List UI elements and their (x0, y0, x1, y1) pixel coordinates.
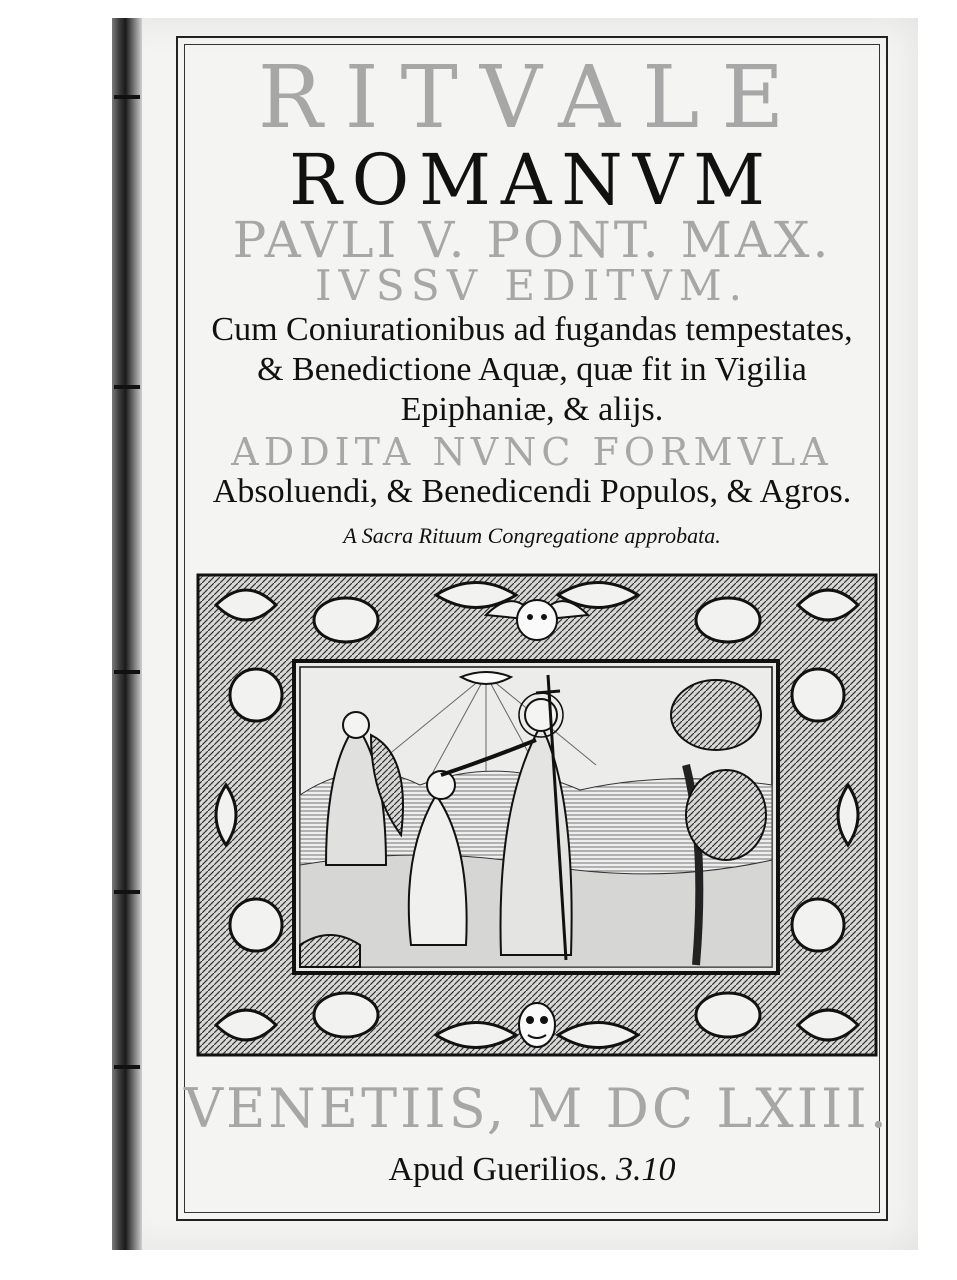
baptism-woodcut-illustration (196, 565, 878, 1065)
title-romanum: ROMANVM (289, 139, 775, 221)
title-rituale: RITVALE (257, 48, 807, 148)
subtitle-line-2: & Benedictione Aquæ, quæ fit in Vigilia (257, 351, 807, 388)
imprint-printer (184, 1150, 880, 1190)
absoluendi-line: Absoluendi, & Benedicendi Populos, & Agros. (212, 473, 852, 510)
subtitle-line-3: Epiphaniæ, & alijs. (400, 391, 664, 428)
title-iussu-editum: IVSSV EDITVM. (314, 261, 750, 310)
addita-nunc-formula: ADDITA NVNC FORMVLA (231, 430, 833, 474)
approbation-line: A Sacra Rituum Congregatione approbata. (343, 523, 721, 548)
handwritten-mark: 3.10 (616, 1151, 676, 1188)
printer-name: Apud Guerilios. (388, 1151, 608, 1188)
title-pauli-v: PAVLI V. PONT. MAX. (232, 211, 832, 269)
subtitle-line-1: Cum Coniurationibus ad fugandas tempestates, (211, 311, 853, 348)
imprint-place-date: VENETIIS, M DC LXIII. (184, 1077, 890, 1140)
